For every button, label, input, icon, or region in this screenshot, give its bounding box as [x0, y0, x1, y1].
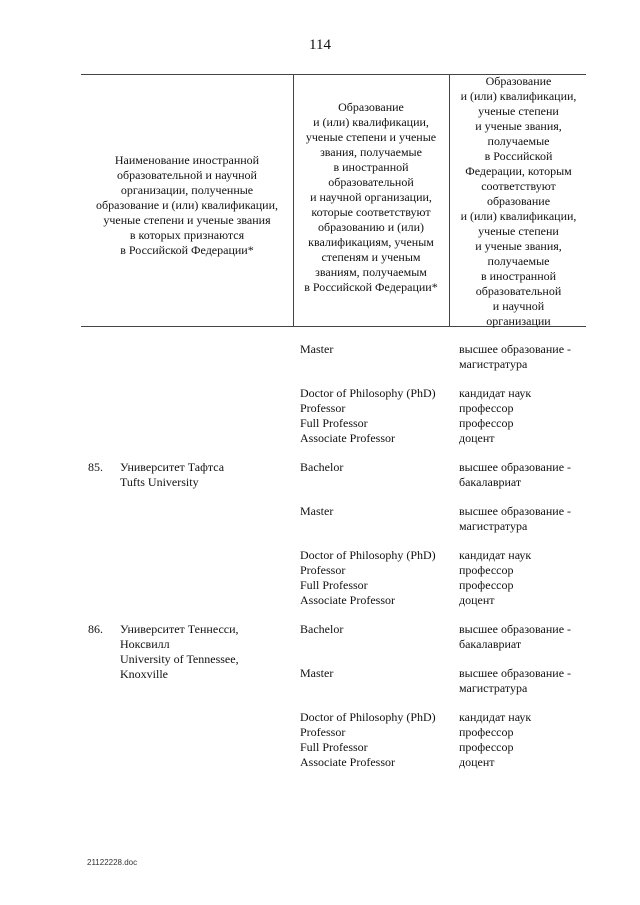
foreign-qualification-line: Professor: [300, 563, 346, 577]
page-number: 114: [309, 37, 331, 53]
foreign-qualification-line: Associate Professor: [300, 431, 395, 445]
russian-equivalent: [459, 342, 571, 372]
russian-equivalent: [459, 504, 571, 534]
foreign-qualification-line: Doctor of Philosophy (PhD): [300, 386, 436, 400]
russian-equivalent: [459, 622, 571, 652]
header-line: ученые степени и ученые звания: [103, 213, 271, 227]
russian-equivalent: [459, 386, 531, 446]
russian-equivalent-line: профессор: [459, 725, 514, 739]
organization-name-line: Университет Тафтса: [120, 460, 225, 474]
organization-name-line: Ноксвилл: [120, 637, 170, 651]
foreign-qualification-line: Associate Professor: [300, 593, 395, 607]
foreign-qualification: [300, 666, 333, 681]
header-line: образование и (или) квалификации,: [96, 198, 278, 212]
header-line: ученые степени и ученые: [305, 130, 437, 144]
header-line: и (или) квалификации,: [460, 89, 577, 103]
header-line: Федерации, которым: [465, 164, 572, 178]
foreign-qualification: [300, 548, 436, 608]
organization-name-line: Tufts University: [120, 475, 199, 489]
russian-equivalent-line: профессор: [459, 401, 514, 415]
foreign-qualification-line: Master: [300, 666, 334, 680]
header-line: организации, полученные: [120, 183, 254, 197]
russian-equivalent-line: профессор: [459, 578, 514, 592]
foreign-qualification-line: Full Professor: [300, 578, 368, 592]
foreign-qualification-line: Professor: [300, 401, 346, 415]
header-line: в которых признаются: [129, 228, 245, 242]
russian-equivalent-line: магистратура: [459, 519, 528, 533]
header-line: и научной организации,: [310, 190, 432, 204]
header-line: соответствуют: [481, 179, 556, 193]
russian-equivalent-line: высшее образование -: [459, 622, 572, 636]
russian-equivalent-line: профессор: [459, 416, 514, 430]
header-line: и ученые звания,: [475, 119, 562, 133]
footer-filename: 21122228.doc: [87, 858, 138, 867]
foreign-qualification: [300, 342, 333, 357]
header-line: образовательной и научной: [117, 168, 257, 182]
header-col-foreign: [295, 100, 447, 295]
header-line: звания, получаемые: [320, 145, 422, 159]
foreign-qualification-line: Full Professor: [300, 416, 368, 430]
header-line: степеням и ученым: [321, 250, 421, 264]
russian-equivalent-line: профессор: [459, 740, 514, 754]
header-col-name: [83, 153, 291, 258]
russian-equivalent-line: кандидат наук: [459, 386, 532, 400]
header-line: образовательной: [328, 175, 414, 189]
header-line: и научной: [492, 299, 545, 313]
foreign-qualification: [300, 460, 343, 475]
russian-equivalent-line: магистратура: [459, 357, 528, 371]
foreign-qualification: [300, 504, 333, 519]
organization-name: [120, 460, 224, 490]
header-line: в иностранной: [480, 269, 557, 283]
russian-equivalent-line: кандидат наук: [459, 710, 532, 724]
header-line: в Российской: [484, 149, 553, 163]
russian-equivalent: [459, 548, 531, 608]
foreign-qualification-line: Master: [300, 342, 334, 356]
russian-equivalent: [459, 710, 531, 770]
russian-equivalent-line: высшее образование -: [459, 504, 572, 518]
header-line: званиям, получаемым: [315, 265, 427, 279]
russian-equivalent-line: магистратура: [459, 681, 528, 695]
russian-equivalent-line: доцент: [459, 593, 495, 607]
russian-equivalent: [459, 666, 571, 696]
column-divider-1: [293, 74, 294, 326]
header-line: квалификациям, ученым: [308, 235, 434, 249]
foreign-qualification-line: Doctor of Philosophy (PhD): [300, 710, 436, 724]
organization-name-line: Университет Теннесси,: [120, 622, 239, 636]
organization-name: [120, 622, 239, 682]
header-line: получаемые: [487, 254, 550, 268]
russian-equivalent-line: высшее образование -: [459, 342, 572, 356]
russian-equivalent-line: бакалавриат: [459, 637, 522, 651]
foreign-qualification-line: Bachelor: [300, 622, 344, 636]
header-line: образованию и (или): [318, 220, 424, 234]
header-line: получаемые: [487, 134, 550, 148]
russian-equivalent-line: доцент: [459, 431, 495, 445]
header-line: образование: [486, 194, 551, 208]
organization-name-line: Knoxville: [120, 667, 168, 681]
column-divider-2: [449, 74, 450, 326]
header-line: организации: [486, 314, 551, 328]
header-line: в Российской Федерации*: [304, 280, 438, 294]
russian-equivalent-line: высшее образование -: [459, 460, 572, 474]
row-number: 85.: [88, 460, 103, 474]
header-line: и ученые звания,: [475, 239, 562, 253]
russian-equivalent-line: доцент: [459, 755, 495, 769]
header-line: образовательной: [475, 284, 562, 298]
russian-equivalent-line: профессор: [459, 563, 514, 577]
foreign-qualification: [300, 622, 343, 637]
header-line: ученые степени: [478, 224, 559, 238]
organization-name-line: University of Tennessee,: [120, 652, 239, 666]
foreign-qualification-line: Professor: [300, 725, 346, 739]
header-line: Наименование иностранной: [114, 153, 260, 167]
header-col-russian: [451, 74, 586, 329]
foreign-qualification-line: Master: [300, 504, 334, 518]
header-line: в иностранной: [333, 160, 409, 174]
header-line: Образование: [485, 74, 552, 88]
header-line: и (или) квалификации,: [460, 209, 577, 223]
russian-equivalent-line: кандидат наук: [459, 548, 532, 562]
header-line: которые соответствуют: [311, 205, 431, 219]
row-number: 86.: [88, 622, 103, 636]
header-line: ученые степени: [478, 104, 559, 118]
foreign-qualification-line: Full Professor: [300, 740, 368, 754]
russian-equivalent-line: бакалавриат: [459, 475, 522, 489]
foreign-qualification: [300, 386, 436, 446]
foreign-qualification-line: Associate Professor: [300, 755, 395, 769]
header-line: Образование: [338, 100, 404, 114]
russian-equivalent: [459, 460, 571, 490]
header-line: в Российской Федерации*: [120, 243, 254, 257]
russian-equivalent-line: высшее образование -: [459, 666, 572, 680]
header-line: и (или) квалификации,: [313, 115, 429, 129]
foreign-qualification: [300, 710, 436, 770]
foreign-qualification-line: Doctor of Philosophy (PhD): [300, 548, 436, 562]
foreign-qualification-line: Bachelor: [300, 460, 344, 474]
